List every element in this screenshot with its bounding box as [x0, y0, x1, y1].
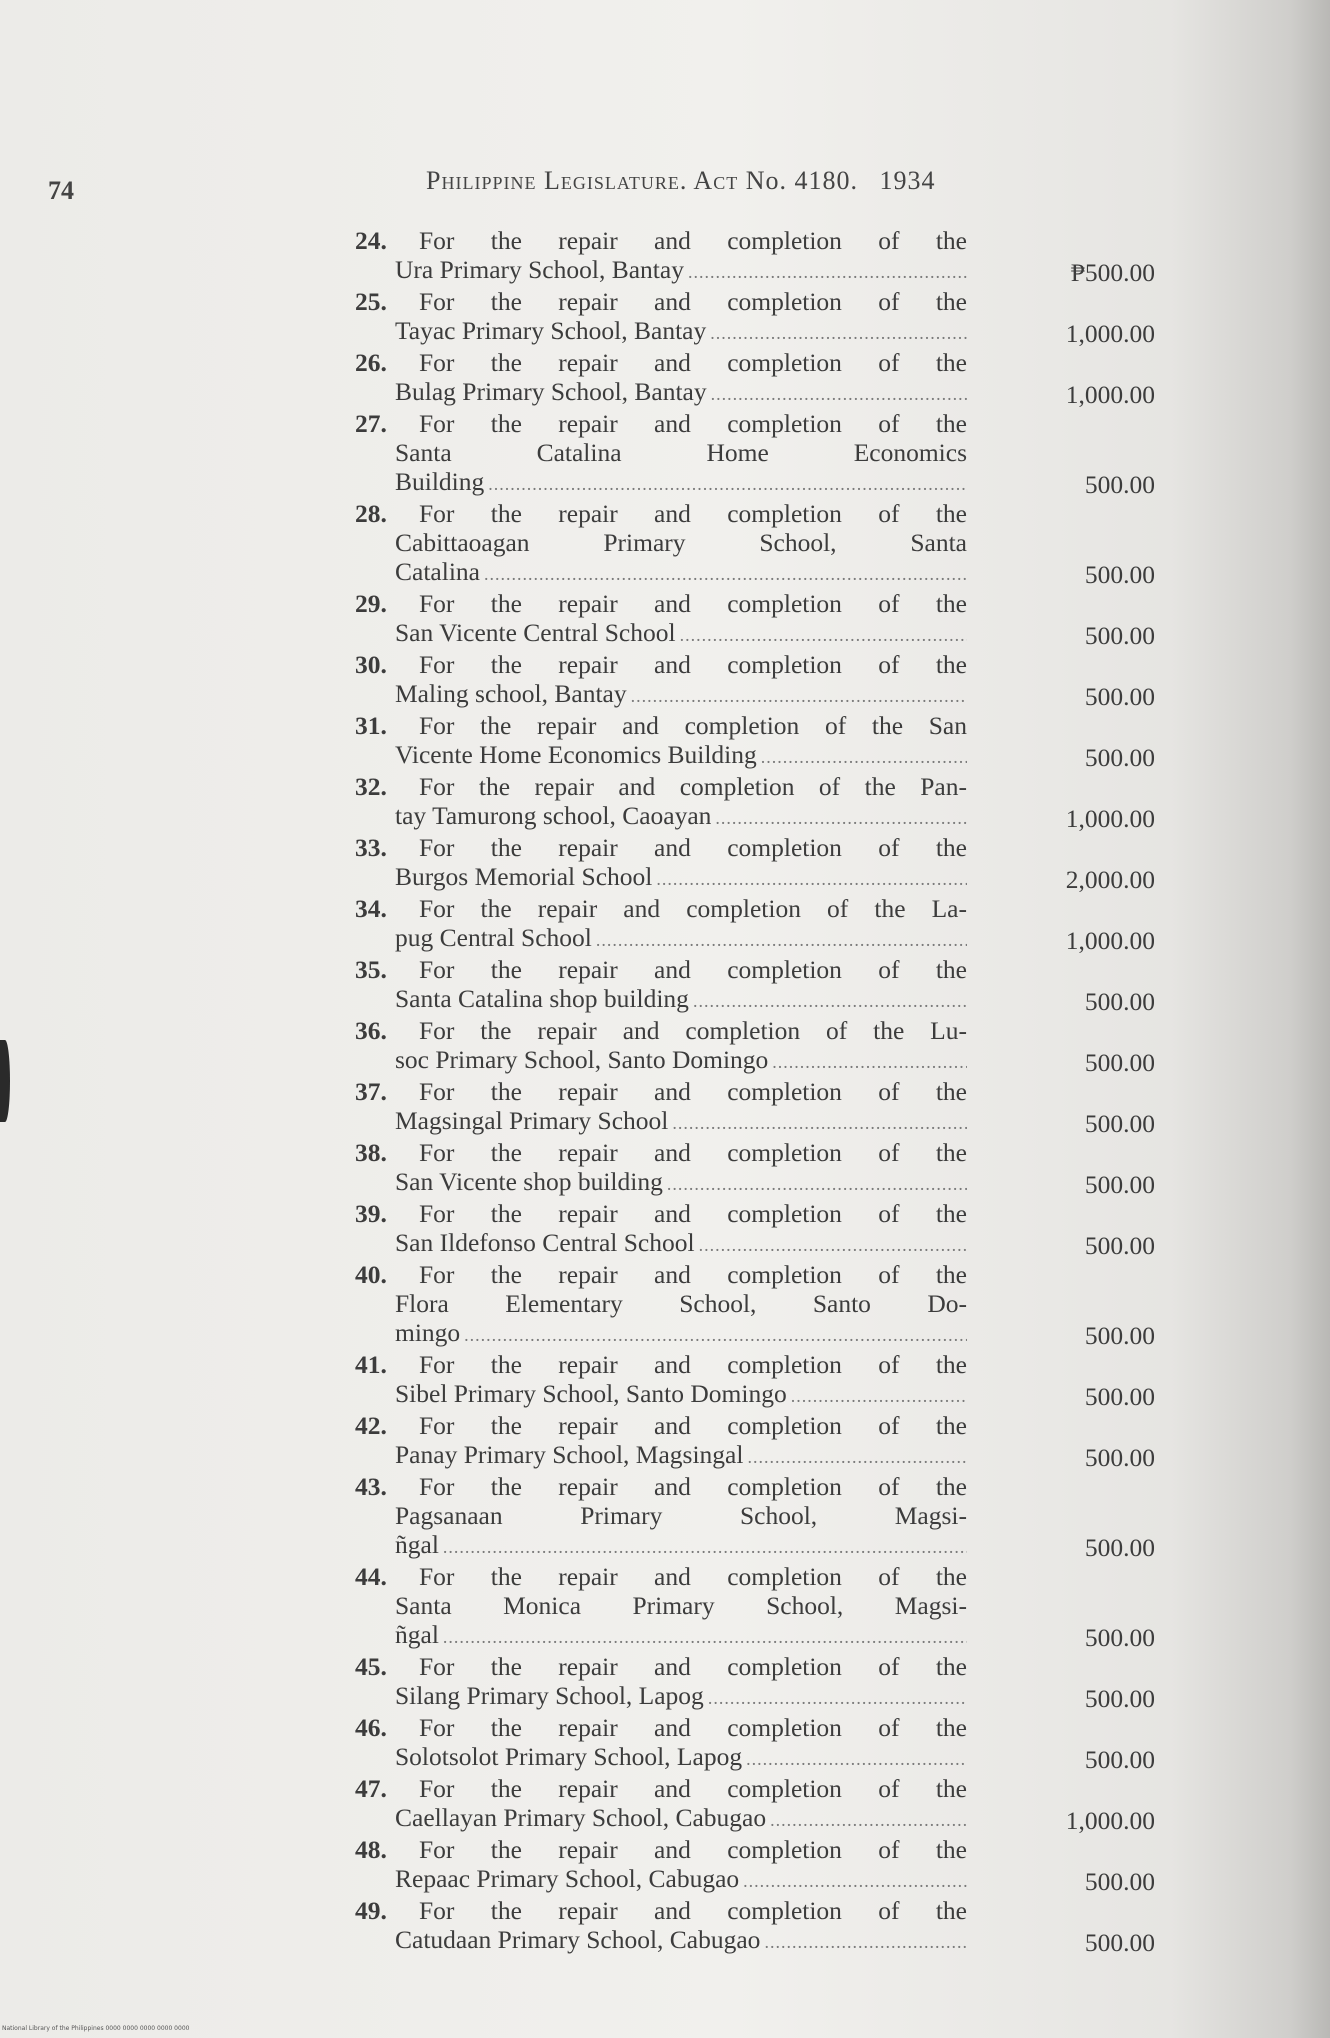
- list-item: [355, 1077, 1175, 1138]
- entry-amount: 500.00: [1084, 1109, 1155, 1138]
- entry-line-last: [355, 618, 967, 650]
- entry-text: For the repair and completion of the: [419, 1562, 967, 1591]
- entry-line: [355, 772, 967, 801]
- entry-number: 30.: [355, 650, 387, 679]
- entry-text: tay Tamurong school, Caoayan: [395, 801, 712, 830]
- entry-line: [355, 1774, 967, 1803]
- list-item: [355, 1835, 1175, 1896]
- entry-text: Catudaan Primary School, Cabugao: [395, 1925, 761, 1954]
- dot-leader: [688, 258, 967, 287]
- entry-amount: 500.00: [1084, 560, 1155, 589]
- entry-line-last: [355, 679, 967, 711]
- entry-number: 42.: [355, 1411, 387, 1440]
- entry-line: [355, 226, 967, 255]
- entry-text: San Ildefonso Central School: [395, 1228, 695, 1257]
- entry-line: [355, 1289, 967, 1318]
- dot-leader: [746, 1745, 967, 1774]
- entry-amount: 500.00: [1084, 1231, 1155, 1260]
- entry-line: [355, 894, 967, 923]
- dot-leader: [770, 1806, 967, 1835]
- entry-number: 48.: [355, 1835, 387, 1864]
- entry-number: 39.: [355, 1199, 387, 1228]
- entry-text: For the repair and completion of the: [419, 287, 967, 316]
- entry-line: [355, 1199, 967, 1228]
- entry-number: 24.: [355, 226, 387, 255]
- entry-line-last: [355, 467, 967, 499]
- entry-text: Solotsolot Primary School, Lapog: [395, 1742, 743, 1771]
- list-item: [355, 348, 1175, 409]
- entry-line-last: [355, 984, 967, 1016]
- dot-leader: [708, 1684, 967, 1713]
- entry-line: [355, 955, 967, 984]
- entry-number: 35.: [355, 955, 387, 984]
- entry-number: 44.: [355, 1562, 387, 1591]
- dot-leader: [656, 865, 967, 894]
- entry-line: [355, 589, 967, 618]
- entry-amount: 500.00: [1084, 1048, 1155, 1077]
- entry-line-last: [355, 316, 967, 348]
- appropriation-list: [355, 226, 1175, 1957]
- entry-line: [355, 1411, 967, 1440]
- entry-amount: 500.00: [1084, 1170, 1155, 1199]
- entry-number: 31.: [355, 711, 387, 740]
- footer-credit: National Library of the Philippines 0000 0000 0000 0000 0000: [2, 2025, 190, 2032]
- entry-line: [355, 1138, 967, 1167]
- list-item: [355, 1016, 1175, 1077]
- list-item: [355, 499, 1175, 589]
- entry-amount: 500.00: [1084, 1623, 1155, 1652]
- entry-line-last: [355, 1803, 967, 1835]
- entry-text: Santa Catalina Home Economics: [395, 438, 967, 467]
- dot-leader: [699, 1231, 967, 1260]
- entry-line: [355, 1501, 967, 1530]
- list-item: [355, 1138, 1175, 1199]
- entry-text: Silang Primary School, Lapog: [395, 1681, 704, 1710]
- entry-amount: 500.00: [1084, 743, 1155, 772]
- entry-text: Repaac Primary School, Cabugao: [395, 1864, 740, 1893]
- entry-line: [355, 1896, 967, 1925]
- entry-amount: 500.00: [1084, 682, 1155, 711]
- dot-leader: [488, 470, 967, 499]
- entry-text: Panay Primary School, Magsingal: [395, 1440, 744, 1469]
- entry-line-last: [355, 1925, 967, 1957]
- entry-text: For the repair and completion of the: [419, 1774, 967, 1803]
- entry-amount: ₱500.00: [1070, 258, 1155, 287]
- list-item: [355, 589, 1175, 650]
- entry-line-last: [355, 1228, 967, 1260]
- entry-text: For the repair and completion of the San: [419, 711, 967, 740]
- entry-line: [355, 528, 967, 557]
- entry-text: For the repair and completion of the: [419, 1713, 967, 1742]
- entry-amount: 500.00: [1084, 470, 1155, 499]
- entry-amount: 500.00: [1084, 1867, 1155, 1896]
- entry-amount: 500.00: [1084, 1745, 1155, 1774]
- entry-amount: 1,000.00: [1065, 319, 1155, 348]
- entry-number: 45.: [355, 1652, 387, 1681]
- entry-number: 25.: [355, 287, 387, 316]
- entry-text: San Vicente shop building: [395, 1167, 663, 1196]
- entry-text: Tayac Primary School, Bantay: [395, 316, 707, 345]
- entry-amount: 500.00: [1084, 987, 1155, 1016]
- entry-text: For the repair and completion of the: [419, 650, 967, 679]
- entry-line-last: [355, 1681, 967, 1713]
- entry-number: 36.: [355, 1016, 387, 1045]
- entry-number: 34.: [355, 894, 387, 923]
- entry-number: 27.: [355, 409, 387, 438]
- list-item: [355, 409, 1175, 499]
- entry-line-last: [355, 862, 967, 894]
- entry-line: [355, 1260, 967, 1289]
- dot-leader: [443, 1623, 967, 1652]
- dot-leader: [764, 1928, 967, 1957]
- list-item: [355, 287, 1175, 348]
- entry-line-last: [355, 1045, 967, 1077]
- dot-leader: [710, 319, 967, 348]
- entry-text: Magsingal Primary School: [395, 1106, 669, 1135]
- entry-amount: 2,000.00: [1065, 865, 1155, 894]
- entry-line-last: [355, 255, 967, 287]
- entry-line-last: [355, 377, 967, 409]
- entry-text: Bulag Primary School, Bantay: [395, 377, 707, 406]
- entry-text: Maling school, Bantay: [395, 679, 627, 708]
- entry-text: mingo: [395, 1318, 461, 1347]
- entry-text: For the repair and completion of the: [419, 1472, 967, 1501]
- entry-line: [355, 711, 967, 740]
- entry-line: [355, 650, 967, 679]
- entry-text: For the repair and completion of the: [419, 1077, 967, 1106]
- entry-line: [355, 1077, 967, 1106]
- entry-text: Building: [395, 467, 485, 496]
- entry-line-last: [355, 1379, 967, 1411]
- entry-text: For the repair and completion of the: [419, 499, 967, 528]
- header-act-initial: A: [693, 166, 714, 195]
- entry-text: pug Central School: [395, 923, 592, 952]
- entry-amount: 500.00: [1084, 1533, 1155, 1562]
- entry-number: 49.: [355, 1896, 387, 1925]
- entry-line: [355, 287, 967, 316]
- entry-line: [355, 833, 967, 862]
- entry-text: For the repair and completion of the: [419, 1260, 967, 1289]
- dot-leader: [596, 926, 967, 955]
- list-item: [355, 772, 1175, 833]
- entry-text: Flora Elementary School, Santo Do-: [395, 1289, 967, 1318]
- entry-line: [355, 1016, 967, 1045]
- entry-line: [355, 1350, 967, 1379]
- list-item: [355, 711, 1175, 772]
- entry-line: [355, 1591, 967, 1620]
- entry-text: For the repair and completion of the: [419, 589, 967, 618]
- list-item: [355, 1472, 1175, 1562]
- entry-number: 32.: [355, 772, 387, 801]
- list-item: [355, 1774, 1175, 1835]
- dot-leader: [743, 1867, 967, 1896]
- entry-text: For the repair and completion of the: [419, 1896, 967, 1925]
- entry-line-last: [355, 1864, 967, 1896]
- dot-leader: [791, 1382, 967, 1411]
- list-item: [355, 1260, 1175, 1350]
- entry-line-last: [355, 1318, 967, 1350]
- entry-line-last: [355, 1106, 967, 1138]
- running-header: [426, 166, 935, 196]
- entry-text: Pagsanaan Primary School, Magsi-: [395, 1501, 967, 1530]
- dot-leader: [772, 1048, 967, 1077]
- entry-number: 28.: [355, 499, 387, 528]
- entry-amount: 1,000.00: [1065, 380, 1155, 409]
- header-act-number: No. 4180.: [745, 166, 858, 195]
- entry-amount: 500.00: [1084, 621, 1155, 650]
- entry-number: 41.: [355, 1350, 387, 1379]
- scan-edge-mark: [0, 1040, 10, 1122]
- entry-text: For the repair and completion of the: [419, 1411, 967, 1440]
- entry-line-last: [355, 740, 967, 772]
- entry-text: soc Primary School, Santo Domingo: [395, 1045, 769, 1074]
- entry-text: For the repair and completion of the: [419, 1199, 967, 1228]
- entry-amount: 500.00: [1084, 1321, 1155, 1350]
- entry-text: Santa Catalina shop building: [395, 984, 689, 1013]
- entry-text: Santa Monica Primary School, Magsi-: [395, 1591, 967, 1620]
- list-item: [355, 1652, 1175, 1713]
- entry-line: [355, 438, 967, 467]
- page-number: 74: [48, 176, 74, 205]
- entry-line-last: [355, 1620, 967, 1652]
- dot-leader: [715, 804, 967, 833]
- entry-text: For the repair and completion of the: [419, 833, 967, 862]
- entry-text: For the repair and completion of the Pan-: [419, 772, 967, 801]
- entry-text: For the repair and completion of the La-: [419, 894, 967, 923]
- list-item: [355, 226, 1175, 287]
- entry-line-last: [355, 1530, 967, 1562]
- entry-line: [355, 409, 967, 438]
- dot-leader: [443, 1533, 967, 1562]
- header-year: 1934: [879, 166, 936, 195]
- dot-leader: [667, 1170, 967, 1199]
- entry-amount: 500.00: [1084, 1443, 1155, 1472]
- entry-line-last: [355, 1167, 967, 1199]
- entry-line-last: [355, 801, 967, 833]
- entry-amount: 500.00: [1084, 1928, 1155, 1957]
- dot-leader: [747, 1443, 967, 1472]
- list-item: [355, 1199, 1175, 1260]
- entry-number: 43.: [355, 1472, 387, 1501]
- dot-leader: [631, 682, 967, 711]
- entry-line: [355, 1652, 967, 1681]
- list-item: [355, 833, 1175, 894]
- entry-line: [355, 1472, 967, 1501]
- entry-text: For the repair and completion of the: [419, 1138, 967, 1167]
- entry-text: ñgal: [395, 1620, 439, 1649]
- entry-line: [355, 1835, 967, 1864]
- entry-text: For the repair and completion of the: [419, 348, 967, 377]
- entry-amount: 1,000.00: [1065, 1806, 1155, 1835]
- list-item: [355, 1896, 1175, 1957]
- dot-leader: [711, 380, 967, 409]
- entry-amount: 1,000.00: [1065, 804, 1155, 833]
- entry-line: [355, 499, 967, 528]
- header-act: [693, 166, 858, 195]
- list-item: [355, 1713, 1175, 1774]
- entry-text: Vicente Home Economics Building: [395, 740, 757, 769]
- header-publication: Philippine Legislature.: [426, 166, 688, 195]
- entry-text: Cabittaoagan Primary School, Santa: [395, 528, 967, 557]
- entry-number: 47.: [355, 1774, 387, 1803]
- entry-text: For the repair and completion of the: [419, 1652, 967, 1681]
- entry-text: Caellayan Primary School, Cabugao: [395, 1803, 767, 1832]
- entry-number: 40.: [355, 1260, 387, 1289]
- entry-number: 29.: [355, 589, 387, 618]
- dot-leader: [464, 1321, 967, 1350]
- entry-text: For the repair and completion of the: [419, 1835, 967, 1864]
- dot-leader: [693, 987, 967, 1016]
- list-item: [355, 1350, 1175, 1411]
- entry-text: For the repair and completion of the: [419, 226, 967, 255]
- entry-text: ñgal: [395, 1530, 439, 1559]
- list-item: [355, 1411, 1175, 1472]
- entry-amount: 500.00: [1084, 1382, 1155, 1411]
- entry-text: Catalina: [395, 557, 480, 586]
- entry-text: For the repair and completion of the Lu-: [419, 1016, 967, 1045]
- entry-number: 46.: [355, 1713, 387, 1742]
- list-item: [355, 894, 1175, 955]
- entry-line: [355, 348, 967, 377]
- dot-leader: [484, 560, 967, 589]
- entry-line-last: [355, 923, 967, 955]
- entry-line: [355, 1713, 967, 1742]
- entry-number: 26.: [355, 348, 387, 377]
- entry-text: Sibel Primary School, Santo Domingo: [395, 1379, 787, 1408]
- entry-number: 38.: [355, 1138, 387, 1167]
- list-item: [355, 650, 1175, 711]
- entry-text: For the repair and completion of the: [419, 955, 967, 984]
- entry-text: Burgos Memorial School: [395, 862, 653, 891]
- list-item: [355, 1562, 1175, 1652]
- entry-number: 37.: [355, 1077, 387, 1106]
- entry-line-last: [355, 1440, 967, 1472]
- entry-amount: 500.00: [1084, 1684, 1155, 1713]
- entry-amount: 1,000.00: [1065, 926, 1155, 955]
- dot-leader: [680, 621, 967, 650]
- entry-text: For the repair and completion of the: [419, 409, 967, 438]
- dot-leader: [672, 1109, 967, 1138]
- dot-leader: [761, 743, 967, 772]
- entry-text: Ura Primary School, Bantay: [395, 255, 684, 284]
- header-act-smallcaps: ct: [713, 166, 739, 195]
- list-item: [355, 955, 1175, 1016]
- entry-line-last: [355, 557, 967, 589]
- entry-text: San Vicente Central School: [395, 618, 676, 647]
- entry-line-last: [355, 1742, 967, 1774]
- entry-line: [355, 1562, 967, 1591]
- entry-number: 33.: [355, 833, 387, 862]
- entry-text: For the repair and completion of the: [419, 1350, 967, 1379]
